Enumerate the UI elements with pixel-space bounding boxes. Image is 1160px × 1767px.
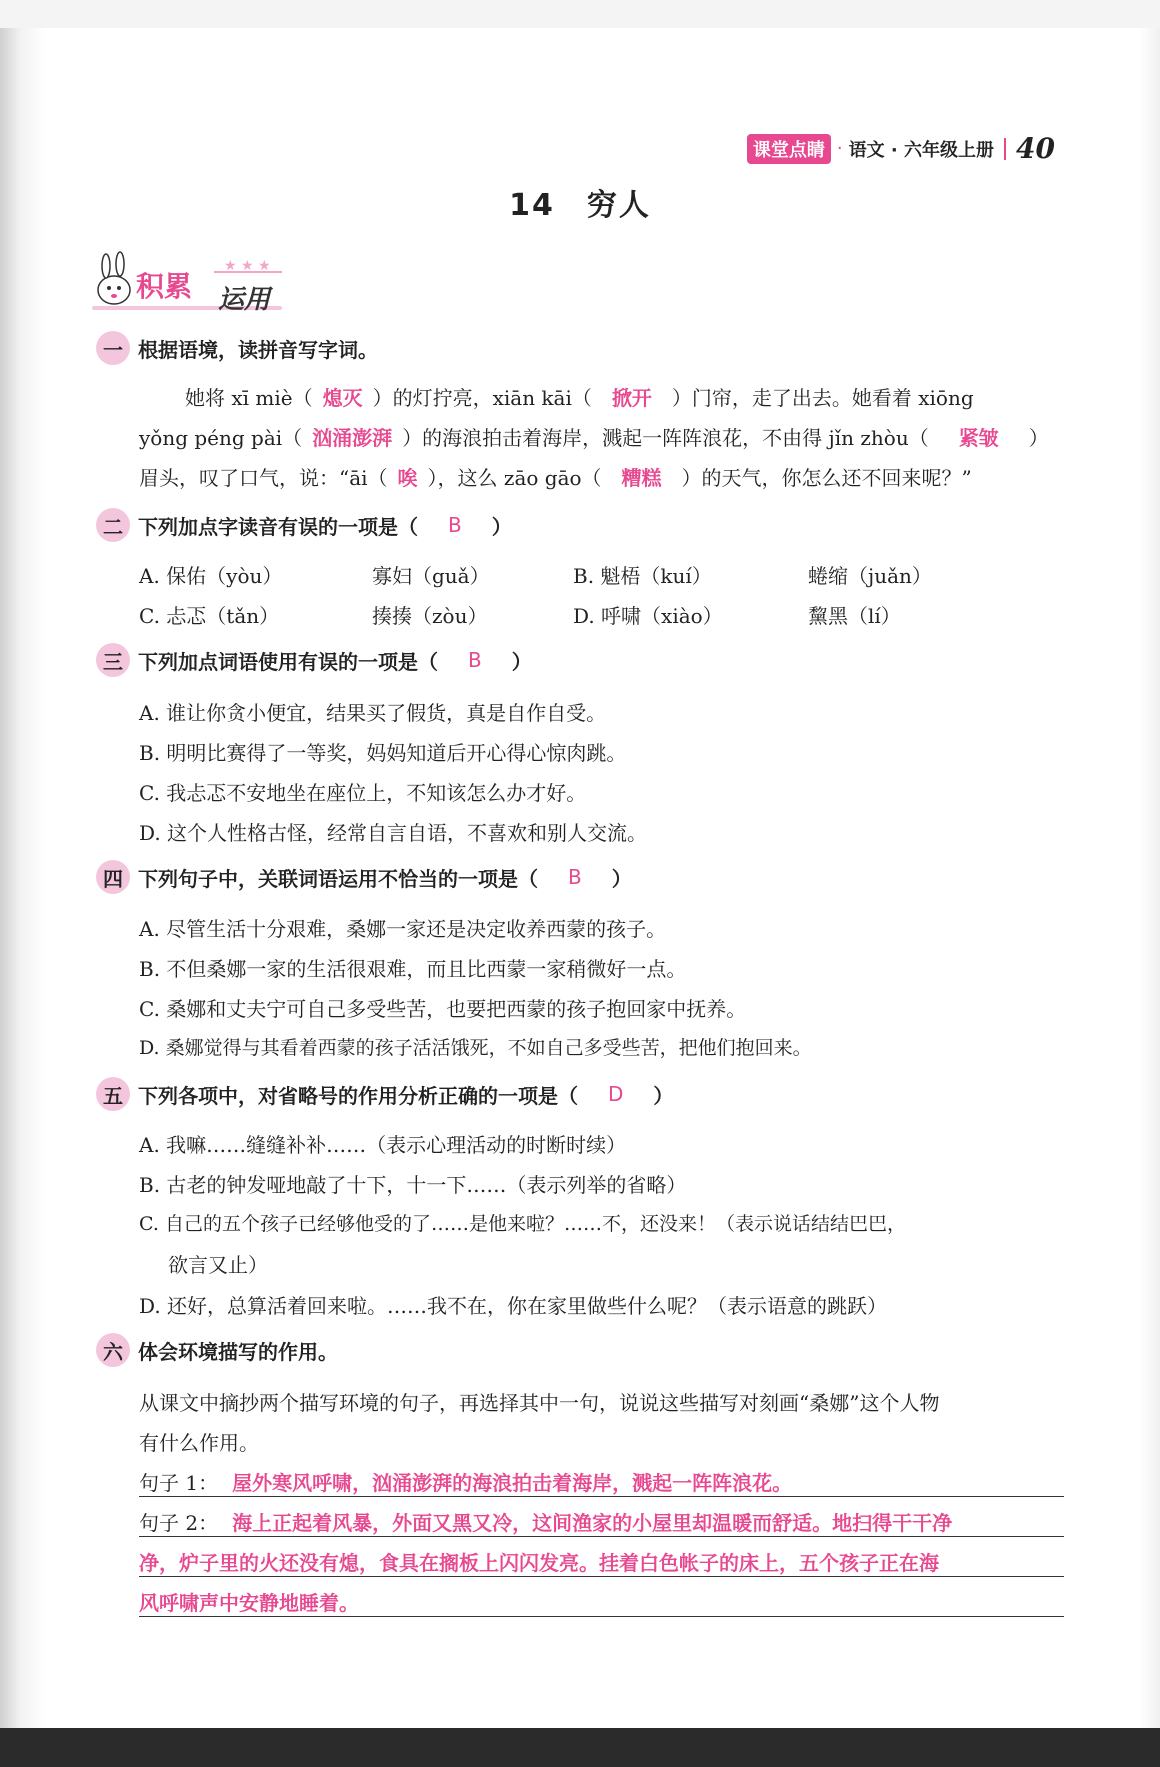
q1-line-3 <box>139 462 972 491</box>
sentence-2-row-b <box>139 1547 939 1576</box>
header-divider <box>1004 138 1006 160</box>
q2-option: A. 保佑（yòu） <box>139 564 283 588</box>
q3-option: D. 这个人性格古怪，经常自言自语，不喜欢和别人交流。 <box>139 821 648 845</box>
viewer-bottom-bar <box>0 1728 1160 1767</box>
question-number: 三 <box>96 643 130 677</box>
q4-option: C. 桑娜和丈夫宁可自己多受些苦，也要把西蒙的孩子抱回家中抚养。 <box>139 997 747 1021</box>
answer-underline <box>139 1616 1064 1617</box>
q2-option: C. 忐忑（tǎn） <box>139 604 280 628</box>
q4-option: A. 尽管生活十分艰难，桑娜一家还是决定收养西蒙的孩子。 <box>139 917 667 941</box>
q5-option: D. 还好，总算活着回来啦。……我不在，你在家里做些什么呢？（表示语意的跳跃） <box>139 1294 888 1318</box>
question-6-heading <box>96 1333 338 1367</box>
text: yǒng péng pài（ <box>139 426 303 450</box>
page-header <box>747 132 1055 165</box>
text: ），这么 zāo gāo（ <box>427 466 602 490</box>
q6-description: 从课文中摘抄两个描写环境的句子，再选择其中一句，说说这些描写对刻画“桑娜”这个人物 <box>139 1391 940 1415</box>
sentence-2-row-c <box>139 1587 359 1616</box>
banner-word2: 运用 <box>218 285 271 314</box>
bracket: ） <box>491 514 512 539</box>
answer-choice: B <box>468 648 482 672</box>
subject-label: 语文 · 六年级上册 <box>848 139 995 161</box>
banner-stars: ★ ★ ★ <box>224 258 271 274</box>
question-4-heading <box>96 860 632 894</box>
q2-option: 寡妇（guǎ） <box>372 564 490 588</box>
lesson-title: 14 穷人 <box>509 188 651 223</box>
series-tag: 课堂点睛 <box>747 134 831 164</box>
q2-option: D. 呼啸（xiào） <box>573 604 723 628</box>
answer-fill: 紧皱 <box>958 426 999 450</box>
answer-choice: D <box>608 1082 624 1106</box>
q2-option: 揍揍（zòu） <box>372 604 488 628</box>
question-1-heading <box>96 331 378 365</box>
answer-underline <box>139 1576 1064 1577</box>
q6-description-cont: 有什么作用。 <box>139 1431 259 1455</box>
bracket: ） <box>511 649 532 674</box>
question-3-heading <box>96 643 532 677</box>
question-number: 四 <box>96 860 130 894</box>
answer-choice: B <box>568 865 582 889</box>
answer-choice: B <box>448 513 462 537</box>
question-number: 二 <box>96 508 130 542</box>
page-number: 40 <box>1016 132 1055 165</box>
answer-fill: 掀开 <box>611 386 652 410</box>
question-number: 五 <box>96 1077 130 1111</box>
q3-option: A. 谁让你贪小便宜，结果买了假货，真是自作自受。 <box>139 701 607 725</box>
header-dot: · <box>836 138 843 159</box>
question-2-heading <box>96 508 512 542</box>
sentence-2-answer-b: 净，炉子里的火还没有熄，食具在搁板上闪闪发亮。挂着白色帐子的床上，五个孩子正在海 <box>139 1551 939 1575</box>
answer-fill: 唉 <box>397 466 418 490</box>
text: ） <box>1028 426 1049 450</box>
text: 她将 xī miè（ <box>185 386 313 410</box>
question-prompt: 根据语境，读拼音写字词。 <box>138 337 378 362</box>
text: ）的海浪拍击着海岸，溅起一阵阵浪花，不由得 jǐn zhòu（ <box>402 426 929 450</box>
q2-option: 蜷缩（juǎn） <box>808 564 932 588</box>
answer-fill: 熄灭 <box>322 386 363 410</box>
question-5-heading <box>96 1077 673 1111</box>
q4-option: D. 桑娜觉得与其看着西蒙的孩子活活饿死，不如自己多受些苦，把他们抱回来。 <box>139 1037 812 1059</box>
q3-option: B. 明明比赛得了一等奖，妈妈知道后开心得心惊肉跳。 <box>139 741 627 765</box>
rabbit-icon <box>98 252 130 304</box>
text: ）的灯拧亮，xiān kāi（ <box>372 386 592 410</box>
question-prompt: 下列加点字读音有误的一项是（ <box>138 514 418 539</box>
section-banner <box>92 248 322 314</box>
q5-option: A. 我嘛……缝缝补补……（表示心理活动的时断时续） <box>139 1133 627 1157</box>
q5-option: C. 自己的五个孩子已经够他受的了……是他来啦？……不，还没来！（表示说话结结巴巴， <box>139 1213 906 1235</box>
answer-underline <box>139 1496 1064 1497</box>
q5-option: B. 古老的钟发哑地敲了十下，十一下……（表示列举的省略） <box>139 1173 687 1197</box>
q5-option-cont: 欲言又止） <box>168 1253 268 1277</box>
q2-option: B. 魁梧（kuí） <box>573 564 712 588</box>
sentence-1-answer: 屋外寒风呼啸，汹涌澎湃的海浪拍击着海岸，溅起一阵阵浪花。 <box>232 1471 793 1495</box>
answer-underline <box>139 1536 1064 1537</box>
question-prompt: 下列句子中，关联词语运用不恰当的一项是（ <box>138 866 538 891</box>
sentence-1-row <box>139 1467 792 1496</box>
q1-line-2 <box>139 422 1049 451</box>
answer-fill: 汹涌澎湃 <box>312 426 393 450</box>
q1-line-1 <box>185 382 974 411</box>
viewer-top-bar <box>0 0 1160 28</box>
text: ）门帘，走了出去。她看着 xiōng <box>671 386 974 410</box>
text: ）的天气，你怎么还不回来呢？” <box>681 466 972 490</box>
text: 眉头，叹了口气，说：“āi（ <box>139 466 388 490</box>
q2-option: 黧黑（lí） <box>808 604 901 628</box>
q4-option: B. 不但桑娜一家的生活很艰难，而且比西蒙一家稍微好一点。 <box>139 957 687 981</box>
bracket: ） <box>611 866 632 891</box>
sentence-2-answer-c: 风呼啸声中安静地睡着。 <box>139 1591 359 1615</box>
q3-option: C. 我忐忑不安地坐在座位上，不知该怎么办才好。 <box>139 781 587 805</box>
sentence-2-row <box>139 1507 952 1536</box>
question-number: 一 <box>96 331 130 365</box>
question-number: 六 <box>96 1333 130 1367</box>
bracket: ） <box>653 1083 674 1108</box>
answer-fill: 糟糕 <box>621 466 662 490</box>
banner-word1: 积累 <box>136 270 193 303</box>
sentence-2-answer-a: 海上正起着风暴，外面又黑又冷，这间渔家的小屋里却温暖而舒适。地扫得干干净 <box>232 1511 953 1535</box>
sentence-1-label: 句子 1： <box>139 1471 219 1495</box>
question-prompt: 下列加点词语使用有误的一项是（ <box>138 649 438 674</box>
sentence-2-label: 句子 2： <box>139 1511 219 1535</box>
question-prompt: 体会环境描写的作用。 <box>138 1339 338 1364</box>
question-prompt: 下列各项中，对省略号的作用分析正确的一项是（ <box>138 1083 578 1108</box>
